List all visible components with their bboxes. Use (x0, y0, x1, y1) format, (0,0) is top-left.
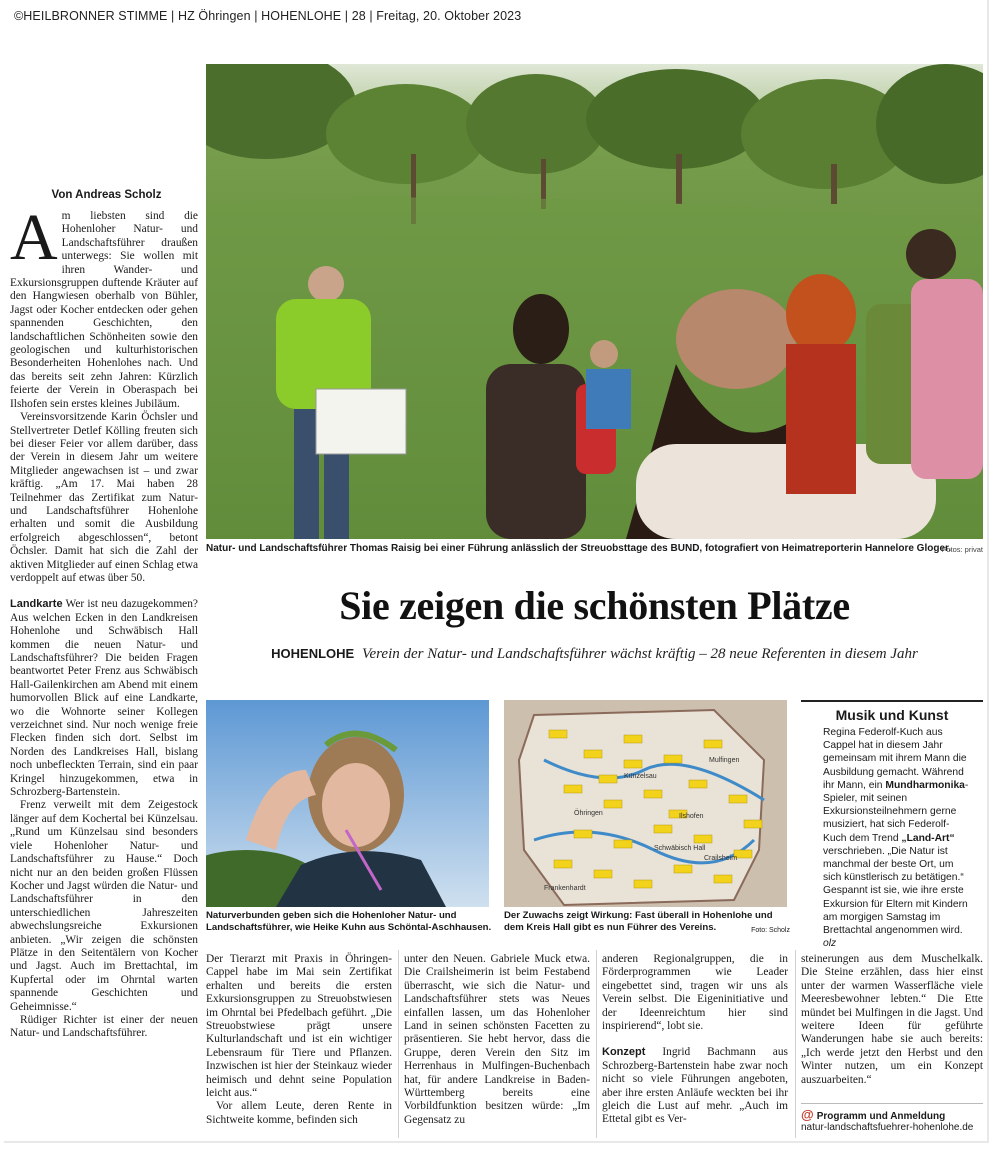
map-place-label: Künzelsau (624, 773, 657, 780)
map-place-label: Öhringen (574, 810, 603, 817)
paragraph: Der Tierarzt mit Praxis in Öhringen-Cappel habe im Mai sein Zertifikat erhalten und bereits die ersten Exkursionsgruppen zu Streuobstwiesen im Ohrntal bei Pfedelbach geführt. „Die Streuobstwiese prägt unsere Kulturlandschaft und ist ein wichtiger Lebensraum für Tiere und Pflanzen. Inzwischen ist hier der Steinkauz wieder heimisch und dehnt seine Population leicht aus.“ (206, 953, 392, 1100)
map-sticky-note (714, 875, 732, 883)
map-sticky-note (564, 785, 582, 793)
map-sticky-note (604, 800, 622, 808)
column-divider (596, 950, 597, 1138)
paragraph: Rüdiger Richter ist einer der neuen Natur- und Landschaftsführer. (10, 1013, 198, 1040)
paragraph-text: Ingrid Bachmann aus Schrozberg-Bartenstein habe zwar noch nicht so viele Führungen angeboten, aber ihre ersten Anläufe weckten bei ihr gleich die Lust auf mehr. „Auch im Ettetal gibt es Ver- (602, 1046, 788, 1126)
map-photo-credit: Foto: Scholz (751, 927, 790, 934)
article-column-5 (801, 953, 983, 1087)
main-photo-illustration (206, 64, 983, 539)
paragraph-text: Wer ist neu dazugekommen? Aus welchen Ecken in den Landkreisen Hohenlohe und Schwäbisch Hall kommen die neuen Natur- und Landschaftsführer? Die beiden Fragen beantwortet Peter Frenz aus Schwäbisch Hall-Gailenkirchen am Abend mit einem humorvollen Blick auf eine Landkarte, wo die Wohnorte seiner Kollegen verzeichnet sind. Nur noch wenige freie Flecken finden sich dort. Selbst im Norden des Landkreises Hall, bislang noch unbefleckten Terrain, sind ein paar Kringel hinzugekommen, etwa in Schrozberg-Bartenstein. (10, 598, 198, 799)
map-illustration (504, 700, 787, 907)
paragraph (602, 1046, 788, 1126)
headline: Sie zeigen die schönsten Plätze (339, 583, 850, 628)
info-box-music-art (801, 700, 983, 950)
location-tag: HOHENLOHE (271, 646, 355, 661)
map-sticky-note (599, 775, 617, 783)
map-caption (504, 910, 790, 937)
article-column-4 (602, 953, 788, 1127)
map-sticky-note (634, 880, 652, 888)
column-divider (398, 950, 399, 1138)
map-place-label: Mulfingen (709, 757, 740, 764)
info-box-bold: „Land-Art“ (901, 832, 955, 844)
program-url[interactable]: natur-landschaftsfuehrer-hohenlohe.de (801, 1122, 974, 1133)
portrait-illustration (206, 700, 489, 907)
paragraph: Vereinsvorsitzende Karin Öchsler und Stellvertreter Detlef Kölling freuten sich bei dieser Feier vor allem darüber, dass der Verein in diesem Jahr um weitere Mitglieder angewachsen ist – und zwar kräftig. „Am 17. Mai haben 28 Teilnehmer das Zertifikat zum Natur- und Landschaftsführer Hohenlohe erhalten und somit die Ausbildung erfolgreich abgeschlossen“, betont Öchsler. Damit hat sich die Zahl der aktiven Mitglieder auf einen Schlag etwa verdoppelt auf etwas über 50. (10, 411, 198, 584)
author-initials: olz (823, 938, 837, 950)
column-divider (795, 950, 796, 1138)
paragraph (10, 598, 198, 799)
info-box-text (801, 726, 983, 950)
map-sticky-note (674, 865, 692, 873)
map-caption-text: Der Zuwachs zeigt Wirkung: Fast überall in Hohenlohe und dem Kreis Hall gibt es nun Führer des Vereins. (504, 910, 773, 933)
paragraph (10, 201, 198, 411)
map-sticky-note (689, 780, 707, 788)
map-place-label: Schwäbisch Hall (654, 845, 706, 852)
map-sticky-note (549, 730, 567, 738)
info-box-text-part: Regina Federolf-Kuch aus Cappel hat in diesem Jahr gemeinsam mit ihrem Mann die Ausbildung gemacht. Während ihr Mann, ein (823, 727, 967, 791)
map-sticky-note (729, 795, 747, 803)
map-sticky-note (614, 840, 632, 848)
byline: Von Andreas Scholz (51, 189, 162, 201)
at-icon: @ (801, 1107, 814, 1122)
map-sticky-note (664, 755, 682, 763)
article-column-3 (404, 953, 590, 1127)
map-photo (504, 700, 787, 907)
program-title-row (801, 1107, 983, 1122)
map-sticky-note (694, 835, 712, 843)
map-place-label: Ilshofen (679, 813, 704, 820)
map-sticky-note (644, 790, 662, 798)
main-caption-text: Natur- und Landschaftsführer Thomas Raisig bei einer Führung anlässlich der Streuobsttage des BUND, fotografiert von Heimatreporterin Hannelore Gloger. (206, 543, 952, 554)
map-sticky-note (584, 750, 602, 758)
program-info (801, 1103, 983, 1133)
paragraph: Vor allem Leute, deren Rente in Sichtweite komme, befinden sich (206, 1100, 392, 1126)
dropcap: A (10, 201, 58, 274)
portrait-caption: Naturverbunden geben sich die Hohenloher Natur- und Landschaftsführer, wie Heike Kuhn aus Schöntal-Aschhausen. (206, 910, 492, 933)
map-sticky-note (704, 740, 722, 748)
section-keyword: Konzept (602, 1046, 646, 1059)
program-title: Programm und Anmeldung (816, 1111, 946, 1122)
main-photo-caption (206, 543, 983, 554)
map-sticky-note (744, 820, 762, 828)
paragraph: unter den Neuen. Gabriele Muck etwa. Die Crailsheimerin ist beim Festabend überrascht, wie sich die Natur- und Landschaftsführer stets was Neues einfallen lassen, um das Hohenloher Land in seinen schönsten Facetten zu präsentieren. Sie hebt hervor, dass die Gruppe, deren Verein den Sitz im Herrenhaus in Mulfingen-Buchenbach hat, für andere Landkreise in Baden-Württemberg bereits eine Vorbildfunktion besitzen würde: „Im Gegensatz zu (404, 953, 590, 1126)
info-box-text-part: verschrieben. „Die Natur ist manchmal der beste Ort, um sich künstlerisch zu betätigen.“ Gespannt ist sie, wie ihre erste Exkursion für Eltern mit Kindern am morgigen Samstag im Brettachtal angenommen wird. (823, 845, 968, 937)
subheadline (206, 646, 983, 663)
map-sticky-note (654, 825, 672, 833)
map-sticky-note (624, 735, 642, 743)
paragraph: steinerungen aus dem Muschelkalk. Die Steine erzählen, dass hier einst unter der warmen Wasserfläche viele Meeresbewohner lebten.“ Die Ette mündet bei Mulfingen in die Jagst. Und weitere Ideen für geführte Wanderungen habe sie auch bereits: „Ich werde jetzt den Herbst und den Winter nutzen, um ein Konzept auszuarbeiten.“ (801, 953, 983, 1086)
section-keyword: Landkarte (10, 598, 63, 611)
main-photo-credit: Fotos: privat (941, 545, 983, 554)
map-place-label: Frankenhardt (544, 885, 586, 892)
map-sticky-note (554, 860, 572, 868)
paragraph-text: m liebsten sind die Hohenloher Natur- und Landschaftsführer draußen unterwegs: Sie wollen mit ihren Wander- und Exkursionsgruppen duftende Kräuter auf den Hangwiesen oberhalb von Bühler, Jagst oder Kocher entdecken oder gehen spannenden Geschichten, den landschaftlichen Schönheiten sowie den geologischen und kulturhistorischen Besonderheiten Hohenlohes nach. Und das bereits seit zehn Jahren: Kürzlich feierte der Verein in Oberaspach bei Ilshofen sein erstes kleines Jubiläum. (10, 210, 198, 410)
article-column-2 (206, 953, 392, 1127)
info-box-bold: Mundharmonika (885, 779, 965, 791)
portrait-photo (206, 700, 489, 907)
map-sticky-note (594, 870, 612, 878)
paragraph: Frenz verweilt mit dem Zeigestock länger auf dem Kochertal bei Künzelsau. „Rund um Künzelsau sind besonders viele Hohenloher Natur- und Landschaftsführer zu Hause.“ Doch nicht nur an den beiden großen Flüssen Kocher und Jagst würden die Natur- und Landschaftsführer in den unterschiedlichen Jahreszeiten abwechslungsreiche Exkursionen anbieten. „Wir zeigen die schönsten Plätze in den Seitentälern von Kocher und Jagst. Auch im Brettachtal, im Kupfertal oder im Ohrntal warten spannende Geschichten und Geheimnisse.“ (10, 799, 198, 1013)
paragraph: anderen Regionalgruppen, die in Förderprogrammen wie Leader eingebettet sind, tragen wir uns als Verein selbst. Die Eigeninitiative und der Ideenreichtum hier sind inspirierend“, lobt sie. (602, 953, 788, 1033)
info-box-text-part: -Spieler, mit seinen Exkursionsteilnehmern gerne musiziert, hat sich Federolf-Kuch dem Trend (823, 779, 969, 844)
newspaper-page (4, 0, 989, 1143)
page-header: ©HEILBRONNER STIMME | HZ Öhringen | HOHENLOHE | 28 | Freitag, 20. Oktober 2023 (14, 9, 522, 23)
info-box-title: Musik und Kunst (835, 707, 949, 723)
main-photo (206, 64, 983, 539)
map-sticky-note (574, 830, 592, 838)
subheadline-text: Verein der Natur- und Landschaftsführer wächst kräftig – 28 neue Referenten in diesem Jahr (361, 646, 918, 662)
map-place-label: Crailsheim (704, 855, 738, 862)
article-column-1 (10, 201, 198, 1041)
map-sticky-note (624, 760, 642, 768)
